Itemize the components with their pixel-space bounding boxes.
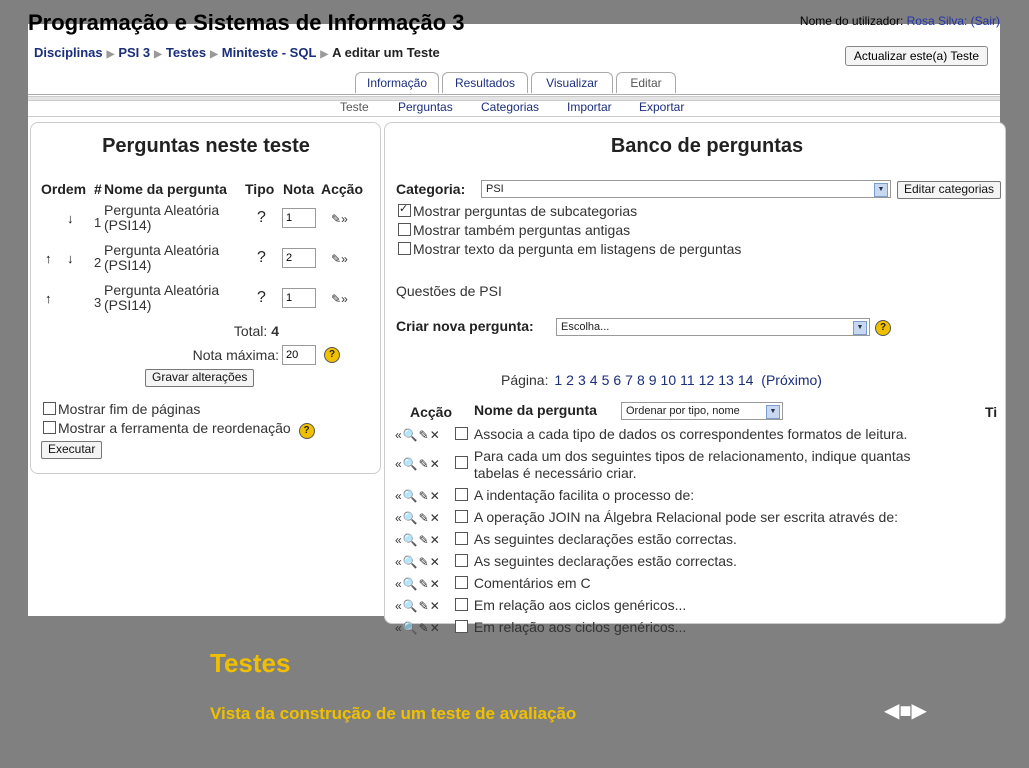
question-number: 2	[94, 255, 102, 270]
edit-icon[interactable]: ✎	[331, 212, 342, 226]
grade-input[interactable]	[282, 208, 316, 228]
row-action-icons	[395, 577, 455, 591]
panel-title: Banco de perguntas	[610, 135, 804, 157]
subtab-categorias[interactable]: Categorias	[481, 100, 540, 114]
tab-editar[interactable]: Editar	[616, 72, 676, 93]
checkbox-icon[interactable]	[398, 223, 411, 236]
page-link[interactable]: 14	[737, 372, 754, 388]
help-icon[interactable]: ?	[875, 320, 891, 336]
bank-question-row	[395, 426, 907, 442]
bank-question-row	[395, 575, 591, 591]
user-info	[800, 14, 1000, 28]
add-to-quiz-icon[interactable]: «	[395, 428, 403, 442]
question-name-line: Pergunta Aleatória	[104, 282, 220, 298]
question-name-line: (PSI14)	[104, 297, 152, 313]
preview-icon[interactable]: 🔍	[402, 599, 419, 613]
checkbox-icon[interactable]	[455, 456, 468, 469]
add-to-quiz-icon[interactable]: «	[395, 599, 403, 613]
bank-question-row	[395, 619, 686, 635]
edit-icon[interactable]: ✎	[418, 533, 430, 547]
chevron-down-icon: ▼	[766, 405, 780, 419]
execute-button[interactable]: Executar	[41, 441, 102, 459]
row-action-icons	[395, 599, 455, 613]
question-type: ?	[257, 209, 266, 226]
checkbox-icon[interactable]	[43, 402, 56, 415]
question-text-line: Associa a cada tipo de dados os correspondentes formatos de leitura.	[473, 426, 908, 442]
checkbox-icon[interactable]	[455, 532, 468, 545]
header-action: Acção	[321, 181, 364, 197]
question-name	[104, 283, 219, 313]
question-number: 1	[94, 215, 102, 230]
add-to-quiz-icon[interactable]: «	[395, 533, 403, 547]
move-up-icon[interactable]: ↑	[45, 251, 52, 266]
subtab-perguntas[interactable]: Perguntas	[398, 100, 453, 114]
preview-icon[interactable]: 🔍	[402, 555, 419, 569]
option-old-questions[interactable]	[398, 222, 630, 238]
row-action-icons	[395, 511, 455, 525]
delete-icon[interactable]: ✕	[429, 577, 441, 591]
page-link[interactable]: 3	[577, 372, 586, 388]
page-link[interactable]: 11	[680, 372, 695, 388]
checkbox-icon[interactable]	[455, 488, 468, 501]
page-label: Página:	[501, 372, 549, 388]
checkbox-icon[interactable]	[455, 620, 468, 633]
create-question-value: Escolha...	[561, 321, 610, 333]
sort-value: Ordenar por tipo, nome	[626, 405, 740, 417]
stop-slide-icon[interactable]: ■	[899, 700, 912, 722]
edit-icon[interactable]: ✎	[418, 555, 430, 569]
screenshot-area	[28, 10, 1000, 635]
preview-icon[interactable]: 🔍	[402, 457, 419, 471]
category-label: Categoria:	[396, 181, 466, 197]
question-text	[474, 426, 907, 442]
chevron-down-icon: ▼	[853, 321, 867, 335]
page-link[interactable]: 9	[648, 372, 657, 388]
breadcrumb-separator-icon: ▶	[210, 49, 218, 60]
question-name-line: (PSI14)	[104, 257, 152, 273]
breadcrumb-separator-icon: ▶	[154, 49, 162, 60]
preview-icon[interactable]: 🔍	[402, 533, 419, 547]
breadcrumb-miniteste[interactable]: Miniteste - SQL	[221, 45, 317, 60]
edit-icon[interactable]: ✎	[418, 621, 430, 635]
option-label: Mostrar texto da pergunta em listagens de perguntas	[413, 241, 742, 257]
update-quiz-button[interactable]: Actualizar este(a) Teste	[845, 46, 988, 66]
question-text: As seguintes declarações estão correctas.	[473, 553, 737, 569]
row-action-icons	[395, 555, 455, 569]
option-page-breaks[interactable]	[43, 401, 200, 417]
move-right-icon[interactable]: »	[341, 212, 348, 226]
page-link[interactable]: 10	[660, 372, 677, 388]
delete-icon[interactable]: ✕	[429, 599, 441, 613]
delete-icon[interactable]: ✕	[429, 621, 441, 635]
checkbox-icon[interactable]	[455, 598, 468, 611]
row-action-icons	[395, 428, 455, 442]
tab-divider	[28, 94, 1000, 95]
question-text: Em relação aos ciclos genéricos...	[473, 619, 687, 635]
add-to-quiz-icon[interactable]: «	[395, 457, 403, 471]
category-value: PSI	[486, 183, 504, 195]
create-question-select[interactable]	[556, 318, 870, 336]
checkbox-icon[interactable]	[455, 554, 468, 567]
page-link[interactable]: 2	[566, 372, 574, 388]
preview-icon[interactable]: 🔍	[402, 489, 419, 503]
edit-icon[interactable]: ✎	[418, 489, 430, 503]
checkbox-checked-icon[interactable]	[398, 204, 411, 217]
option-subcategories[interactable]	[398, 203, 637, 219]
course-title: Programação e Sistemas de Informação 3	[28, 10, 465, 35]
header-type: Tipo	[245, 181, 275, 197]
help-icon[interactable]: ?	[324, 347, 340, 363]
checkbox-icon[interactable]	[43, 421, 56, 434]
chevron-down-icon: ▼	[874, 183, 888, 197]
user-info-label: Nome do utilizador:	[799, 14, 904, 28]
tab-visualizar[interactable]: Visualizar	[531, 72, 613, 93]
edit-categories-button[interactable]: Editar categorias	[897, 181, 1001, 199]
header-number: #	[94, 181, 102, 197]
row-action-icons	[395, 621, 455, 635]
option-label: Mostrar também perguntas antigas	[413, 222, 631, 238]
page-link[interactable]: 13	[718, 372, 734, 388]
question-name-line: (PSI14)	[104, 217, 152, 233]
checkbox-icon[interactable]	[455, 576, 468, 589]
edit-icon[interactable]: ✎	[418, 428, 430, 442]
checkbox-icon[interactable]	[455, 510, 468, 523]
breadcrumb	[34, 45, 440, 60]
row-action-icons	[395, 457, 455, 471]
action-icons	[331, 292, 348, 306]
total-row	[31, 323, 279, 339]
delete-icon[interactable]: ✕	[429, 457, 441, 471]
question-text	[474, 448, 911, 482]
question-type: ?	[257, 289, 266, 306]
bank-question-row	[395, 487, 694, 503]
column-action: Acção	[410, 404, 453, 420]
checkbox-icon[interactable]	[398, 242, 411, 255]
panel-title: Perguntas neste teste	[102, 135, 310, 157]
question-name	[104, 243, 219, 273]
help-icon[interactable]: ?	[299, 423, 315, 439]
question-name-line: Pergunta Aleatória	[104, 202, 220, 218]
move-down-icon[interactable]: ↓	[67, 211, 74, 226]
add-to-quiz-icon[interactable]: «	[395, 555, 403, 569]
question-bank-panel	[384, 122, 1006, 635]
max-grade-label: Nota máxima:	[192, 347, 279, 363]
delete-icon[interactable]: ✕	[429, 511, 441, 525]
preview-icon[interactable]: 🔍	[402, 428, 419, 442]
action-icons	[331, 212, 348, 226]
option-reorder-tool[interactable]	[43, 420, 315, 439]
edit-icon[interactable]: ✎	[418, 511, 430, 525]
create-question-label: Criar nova pergunta:	[396, 318, 534, 334]
delete-icon[interactable]: ✕	[429, 428, 441, 442]
bank-question-row	[395, 448, 911, 482]
page-link[interactable]: 4	[589, 372, 598, 388]
sort-select[interactable]	[621, 402, 783, 420]
page-link[interactable]: 7	[625, 372, 633, 388]
quiz-questions-panel	[30, 122, 381, 474]
question-text: A operação JOIN na Álgebra Relacional pode ser escrita através de:	[473, 509, 899, 525]
next-slide-icon[interactable]: ▶	[911, 700, 927, 722]
checkbox-icon[interactable]	[455, 427, 468, 440]
option-label: Mostrar a ferramenta de reordenação	[58, 420, 291, 436]
page-link[interactable]: 8	[636, 372, 645, 388]
column-type: Ti	[985, 404, 998, 420]
preview-icon[interactable]: 🔍	[402, 621, 419, 635]
pagination	[501, 372, 824, 388]
subtab-teste[interactable]: Teste	[340, 100, 369, 114]
add-to-quiz-icon[interactable]: «	[395, 511, 403, 525]
delete-icon[interactable]: ✕	[429, 555, 441, 569]
bank-question-row	[395, 597, 686, 613]
action-icons	[331, 252, 348, 266]
total-label: Total:	[233, 323, 268, 339]
option-question-text[interactable]	[398, 241, 741, 257]
edit-icon[interactable]: ✎	[418, 577, 430, 591]
previous-slide-icon[interactable]: ◀	[884, 700, 900, 722]
breadcrumb-testes[interactable]: Testes	[165, 45, 207, 60]
add-to-quiz-icon[interactable]: «	[395, 489, 403, 503]
question-type: ?	[257, 249, 266, 266]
row-action-icons	[395, 533, 455, 547]
total-value: 4	[271, 323, 279, 339]
edit-icon[interactable]: ✎	[418, 599, 430, 613]
question-text: Em relação aos ciclos genéricos...	[473, 597, 687, 613]
bank-question-row	[395, 509, 898, 525]
edit-icon[interactable]: ✎	[418, 457, 430, 471]
breadcrumb-separator-icon: ▶	[320, 49, 329, 60]
question-text-line: Para cada um dos seguintes tipos de relacionamento, indique quantas	[473, 448, 911, 464]
header-question-name: Nome da pergunta	[104, 181, 227, 197]
page-link[interactable]: 1	[554, 372, 563, 388]
question-number: 3	[94, 295, 102, 310]
next-page-link[interactable]: (Próximo)	[761, 372, 822, 388]
question-text-line: tabelas é necessário criar.	[473, 465, 637, 481]
subtab-exportar[interactable]: Exportar	[639, 100, 685, 114]
bank-question-row	[395, 553, 737, 569]
save-changes-button[interactable]: Gravar alterações	[145, 369, 254, 387]
header-grade: Nota	[283, 181, 315, 197]
preview-icon[interactable]: 🔍	[402, 577, 419, 591]
grade-input[interactable]	[282, 248, 316, 268]
column-question-name[interactable]: Nome da pergunta	[474, 402, 597, 418]
header-order: Ordem	[41, 181, 87, 197]
grade-input[interactable]	[282, 288, 316, 308]
slide-title: Testes	[210, 648, 291, 678]
move-down-icon[interactable]: ↓	[67, 251, 74, 266]
breadcrumb-disciplinas[interactable]: Disciplinas	[34, 45, 103, 60]
tab-informacao[interactable]: Informação	[355, 72, 439, 93]
breadcrumb-current: A editar um Teste	[332, 45, 440, 60]
max-grade-input[interactable]	[282, 345, 316, 365]
user-link[interactable]: Rosa Silva: (Sair)	[906, 14, 1000, 28]
preview-icon[interactable]: 🔍	[402, 511, 419, 525]
move-right-icon[interactable]: »	[341, 252, 348, 266]
category-select[interactable]	[481, 180, 891, 198]
question-text: A indentação facilita o processo de:	[473, 487, 695, 503]
add-to-quiz-icon[interactable]: «	[395, 621, 403, 635]
subtab-divider	[28, 116, 1000, 117]
slide-subtitle: Vista da construção de um teste de avaliação	[210, 704, 577, 723]
move-right-icon[interactable]: »	[341, 292, 348, 306]
question-name	[104, 203, 219, 233]
option-label: Mostrar perguntas de subcategorias	[413, 203, 638, 219]
delete-icon[interactable]: ✕	[429, 533, 441, 547]
move-up-icon[interactable]: ↑	[45, 291, 52, 306]
bank-question-row	[395, 531, 737, 547]
question-name-line: Pergunta Aleatória	[104, 242, 220, 258]
row-action-icons	[395, 489, 455, 503]
page-link[interactable]: 12	[698, 372, 715, 388]
page-link[interactable]: 5	[601, 372, 610, 388]
add-to-quiz-icon[interactable]: «	[395, 577, 403, 591]
question-text: As seguintes declarações estão correctas.	[473, 531, 737, 547]
tab-resultados[interactable]: Resultados	[442, 72, 528, 93]
option-label: Mostrar fim de páginas	[58, 401, 201, 417]
breadcrumb-separator-icon: ▶	[106, 49, 115, 60]
delete-icon[interactable]: ✕	[429, 489, 441, 503]
slide-navigation	[884, 698, 927, 723]
questions-of-category: Questões de PSI	[396, 283, 502, 299]
edit-icon[interactable]: ✎	[331, 252, 342, 266]
subtab-importar[interactable]: Importar	[567, 100, 612, 114]
breadcrumb-psi3[interactable]: PSI 3	[118, 45, 151, 60]
edit-icon[interactable]: ✎	[331, 292, 342, 306]
page-link[interactable]: 6	[613, 372, 622, 388]
question-text: Comentários em C	[473, 575, 591, 591]
